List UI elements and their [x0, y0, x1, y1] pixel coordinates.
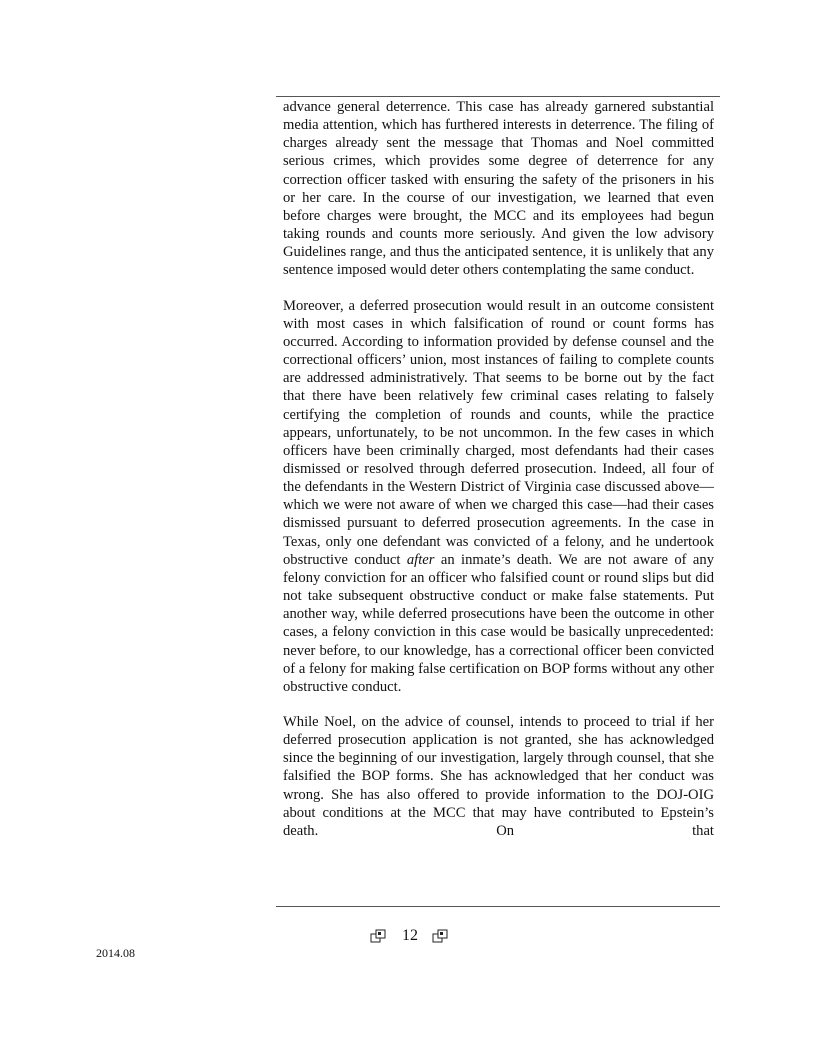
- file-icon: [432, 929, 450, 943]
- italic-after: after: [406, 551, 435, 568]
- version-label: 2014.08: [96, 946, 135, 960]
- paragraph-deterrence: advance general deterrence. This case has already garnered substantial media attention, which has furthered interests in deterrence. The filing of charges already sent the message that Thomas and Noel committed serious crimes, which provides some degree of deterrence for any correction officer tasked with ensuring the safety of the prisoners in his or her care. In the course of our investigation, we learned that even before charges were brought, the MCC and its employees had begun taking rounds and counts more seriously. And given the low advisory Guidelines range, and thus the anticipated sentence, it is unlikely that any sentence imposed would deter others contemplating the same conduct.: [283, 99, 714, 279]
- document-body: [283, 98, 714, 840]
- bottom-rule: [276, 906, 720, 907]
- paragraph-noel: While Noel, on the advice of counsel, intends to proceed to trial if her deferred prosecution application is not granted, she has acknowledged since the beginning of our investigation, largely through counsel, that she falsified the BOP forms. She has acknowledged that her conduct was wrong. She has also offered to provide information to the DOJ-OIG about conditions at the MCC that may have contributed to Epstein’s death. On that: [283, 714, 714, 839]
- paragraph-consistency-part1: Moreover, a deferred prosecution would result in an outcome consistent with most cases in which falsification of round or count forms has occurred. According to information provided by defense counsel and the correctional officers’ union, most instances of failing to complete counts are addressed administratively. That seems to be borne out by the fact that there have been relatively few criminal cases relating to falsely certifying the completion of rounds and counts, while the practice appears, unfortunately, to be not uncommon. In the few cases in which officers have been criminally charged, most defendants had their cases dismissed or resolved through deferred prosecution. Indeed, all four of the defendants in the Western District of Virginia case discussed above—which we were not aware of when we charged this case—had their cases dismissed pursuant to deferred prosecution agreements. In the case in Texas, only one defendant was convicted of a felony, and he undertook obstructive conduct: [283, 297, 714, 568]
- file-icon: [370, 929, 388, 943]
- page-number: 12: [402, 927, 418, 944]
- page-footer: [360, 926, 460, 946]
- paragraph-consistency-part2: an inmate’s death. We are not aware of any felony conviction for an officer who falsified count or round slips but did not take subsequent obstructive conduct or make false statements. Put another way, while deferred prosecutions have been the outcome in other cases, a felony conviction in this case would be basically unprecedented: never before, to our knowledge, has a correctional officer been convicted of a felony for making false certification on BOP forms without any other obstructive conduct.: [283, 551, 714, 695]
- paragraph-consistency: [283, 297, 714, 696]
- top-rule: [276, 96, 720, 97]
